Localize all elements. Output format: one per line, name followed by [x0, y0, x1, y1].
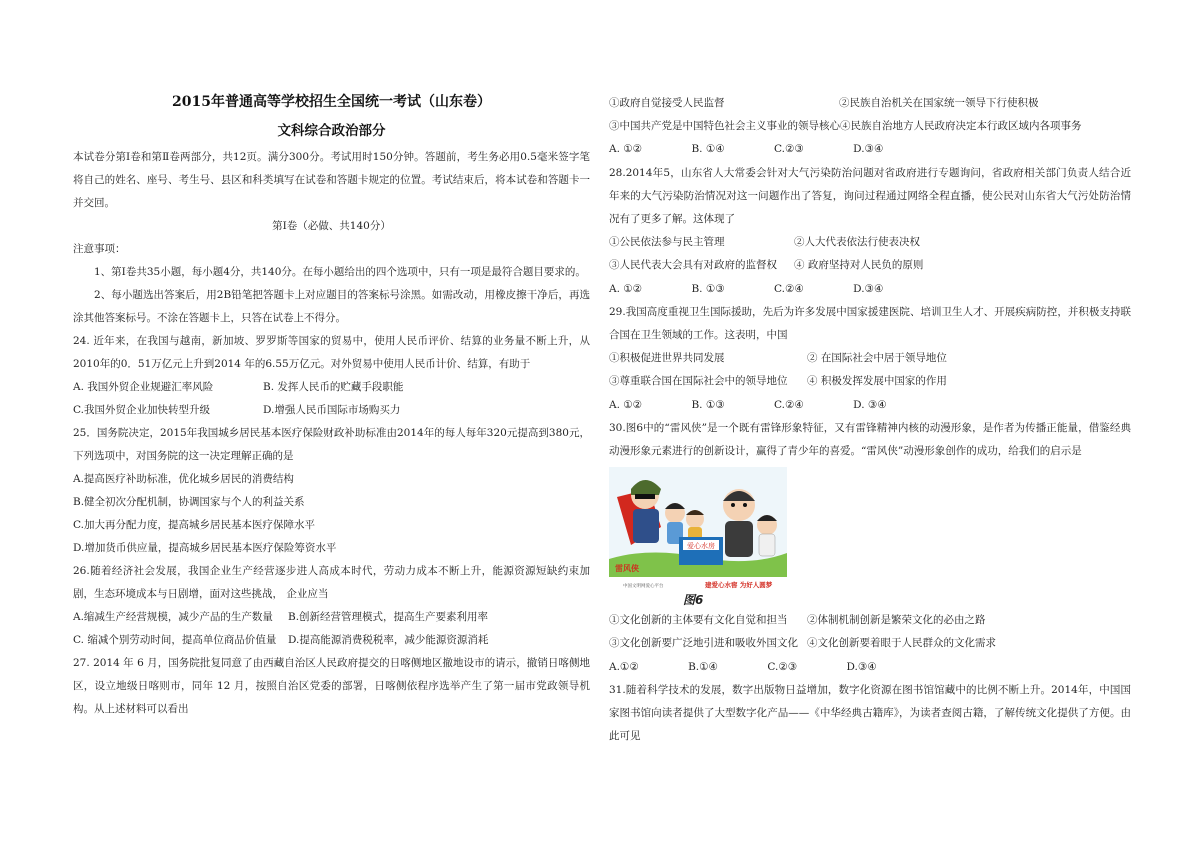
note-2: 2、每小题选出答案后，用2B铅笔把答题卡上对应题目的答案标号涂黑。如需改动，用橡皮擦干净后，再选涂其他答案标号。不涂在答题卡上，只答在试卷上不得分。	[73, 289, 590, 324]
question-30-option-3: ③文化创新要广泛地引进和吸收外国文化	[609, 637, 798, 650]
question-27-options-row1	[609, 92, 1131, 115]
cartoon-footer-left-text: 中国文明网爱心平台	[623, 584, 664, 590]
question-28-options-row1	[609, 231, 1131, 254]
question-28-answers	[609, 278, 1131, 301]
exam-subtitle: 文科综合政治部分	[277, 123, 386, 139]
question-27-answer-a: A. ①②	[609, 143, 643, 156]
question-26: 26.随着经济社会发展，我国企业生产经营逐步进人高成本时代，劳动力成本不断上升，能源资源短缺约束加剧，生态环境成本与日剧增，面对这些挑战， 企业应当	[73, 565, 590, 600]
question-29-option-1: ①积极促进世界共同发展	[609, 352, 725, 365]
question-28-answer-d: D.③④	[853, 282, 884, 295]
question-28-answer-a: A. ①②	[609, 282, 643, 295]
question-25-option-a: A.提高医疗补助标准，优化城乡居民的消费结构	[73, 473, 294, 485]
question-30-answer-c: C.②③	[767, 660, 798, 673]
question-29-option-3: ③尊重联合国在国际社会中的领导地位	[609, 375, 788, 388]
question-28-answer-b: B. ①③	[691, 282, 725, 295]
question-27-answer-b: B. ①④	[691, 143, 725, 156]
question-26-option-d: D.提高能源消费税税率，减少能源资源消耗	[288, 634, 489, 646]
question-29-options-row1	[609, 347, 1131, 370]
question-24-option-b: B. 发挥人民币的贮藏手段职能	[263, 381, 404, 393]
question-26-option-b: B.创新经营管理模式，提高生产要素利用率	[288, 611, 489, 623]
question-27-option-3: ③中国共产党是中国特色社会主义事业的领导核心④民族自治地方人民政府决定本行政区域内各项事务	[609, 120, 1082, 133]
section-title: 第Ⅰ卷（必做、共140分）	[272, 220, 391, 232]
question-28-option-2: ②人大代表依法行使表决权	[794, 236, 920, 249]
question-27: 27. 2014 年 6 月，国务院批复同意了由西藏自治区人民政府提交的日喀侧地区撤地设市的请示，撤销日喀侧地区，设立地级日喀则市，同年 12 月，按照自治区党委的部署，日喀侧依程序选举产生了第一届市党政领导机构。从上述材料可以看出	[73, 657, 590, 715]
question-29-answer-d: D. ③④	[853, 398, 887, 411]
question-30-option-2: ②体制机制创新是繁荣文化的必由之路	[807, 614, 986, 627]
question-30-option-4: ④文化创新要着眼于人民群众的文化需求	[807, 637, 996, 650]
note-1: 1、第Ⅰ卷共35小题，每小题4分，共140分。在每小题给出的四个选项中，只有一项是最符合题目要求的。	[94, 266, 586, 278]
question-25-option-c: C.加大再分配力度，提高城乡居民基本医疗保障水平	[73, 519, 315, 531]
cartoon-slogan-text: 建爱心水窖 为好人圆梦	[705, 581, 773, 590]
question-27-answer-c: C.②③	[774, 143, 804, 156]
question-24-option-c: C.我国外贸企业加快转型升级	[73, 404, 210, 416]
question-25-option-d: D.增加货币供应量，提高城乡居民基本医疗保险筹资水平	[73, 542, 337, 554]
question-28-option-3: ③人民代表大会具有对政府的监督权	[609, 259, 777, 272]
question-31: 31.随着科学技术的发展，数字出版物日益增加，数字化资源在图书馆馆藏中的比例不断上升。2014年，中国国家图书馆向读者提供了大型数字化产品——《中华经典古籍库》，为读者查阅古籍，了解传统文化提供了方便。由此可见	[609, 683, 1131, 743]
question-28-option-4: ④ 政府坚持对人民负的原则	[794, 259, 924, 272]
question-30-answer-a: A.①②	[609, 660, 639, 673]
question-29: 29.我国高度重视卫生国际援助，先后为许多发展中国家援建医院、培训卫生人才、开展疾病防控，并积极支持联合国在卫生领域的工作。这表明，中国	[609, 305, 1131, 342]
question-27-option-2: ②民族自治机关在国家统一领导下行使积极	[839, 97, 1039, 109]
question-27-answers	[609, 138, 1131, 161]
question-24-option-d: D.增强人民币国际市场购买力	[263, 404, 401, 416]
question-29-options-row2	[609, 370, 1131, 393]
cartoon-logo-text: 雷风侠	[615, 564, 639, 574]
question-27-answer-d: D.③④	[853, 143, 884, 156]
question-30-options-row2	[609, 632, 1131, 655]
question-26-options-row2	[73, 629, 590, 652]
question-28-option-1: ①公民依法参与民主管理	[609, 236, 725, 249]
figure-caption: 图6	[683, 593, 704, 608]
cartoon-sign-text: 爱心水房	[687, 542, 715, 551]
exam-intro: 本试卷分第Ⅰ卷和第Ⅱ卷两部分，共12页。满分300分。考试用时150分钟。答题前，考生务必用0.5毫米签字笔将自己的姓名、座号、考生号、县区和科类填写在试卷和答题卡规定的位置。考试结束后，将本试卷和答题卡一并交回。	[73, 151, 590, 209]
question-29-answers	[609, 394, 1131, 417]
question-24-options-row1	[73, 376, 590, 399]
question-29-option-2: ② 在国际社会中居于领导地位	[807, 352, 947, 365]
question-29-answer-a: A. ①②	[609, 398, 643, 411]
notes-title: 注意事项：	[73, 243, 126, 255]
question-24: 24. 近年来，在我国与越南，新加坡、罗罗斯等国家的贸易中，使用人民币评价、结算的业务量不断上升，从2010年的0．51万亿元上升到2014 年的6.55万亿元。对外贸易中使用人民币计价、结算，有助于	[73, 335, 590, 370]
right-column	[609, 92, 1131, 748]
cartoon-illustration	[609, 467, 787, 591]
question-25-option-b: B.健全初次分配机制，协调国家与个人的利益关系	[73, 496, 305, 508]
question-30-answer-b: B.①④	[688, 660, 718, 673]
question-24-option-a: A. 我国外贸企业规避汇率风险	[73, 381, 214, 393]
question-24-options-row2	[73, 399, 590, 422]
question-26-option-a: A.缩减生产经营规模，减少产品的生产数量	[73, 611, 273, 623]
question-29-answer-c: C.②④	[774, 398, 804, 411]
figure-6	[609, 467, 1131, 609]
question-30: 30.图6中的“雷风侠”是一个既有雷锋形象特征，又有雷锋精神内核的动漫形象，是作者为传播正能量，借鉴经典动漫形象元素进行的创新设计，赢得了青少年的喜爱。“雷风侠”动漫形象创作的成功，给我们的启示是	[609, 421, 1131, 458]
question-30-answers	[609, 656, 1131, 679]
question-28-options-row2	[609, 254, 1131, 277]
question-30-options-row1	[609, 609, 1131, 632]
left-column	[73, 88, 590, 721]
exam-title: 2015年普通高等学校招生全国统一考试（山东卷）	[172, 94, 491, 110]
question-29-option-4: ④ 积极发挥发展中国家的作用	[807, 375, 947, 388]
question-29-answer-b: B. ①③	[691, 398, 725, 411]
question-27-option-1: ①政府自觉接受人民监督	[609, 97, 725, 109]
question-30-option-1: ①文化创新的主体要有文化自觉和担当	[609, 614, 788, 627]
leifengxia-cartoon-image	[609, 467, 787, 591]
question-25: 25．国务院决定，2015年我国城乡居民基本医疗保险财政补助标准由2014年的每人每年320元提高到380元，下列选项中，对国务院的这一决定理解正确的是	[73, 427, 590, 462]
question-26-options-row1	[73, 606, 590, 629]
question-30-answer-d: D.③④	[846, 660, 877, 673]
question-28-answer-c: C.②④	[774, 282, 804, 295]
question-26-option-c: C. 缩减个别劳动时间，提高单位商品价值量	[73, 634, 277, 646]
question-28: 28.2014年5，山东省人大常委会针对大气污染防治问题对省政府进行专题询问，省政府相关部门负责人结合近年来的大气污染防治情况对这一问题作出了答复，询问过程通过网络全程直播，使公民对山东省大气污处防治情况有了更多了解。这体现了	[609, 166, 1131, 226]
